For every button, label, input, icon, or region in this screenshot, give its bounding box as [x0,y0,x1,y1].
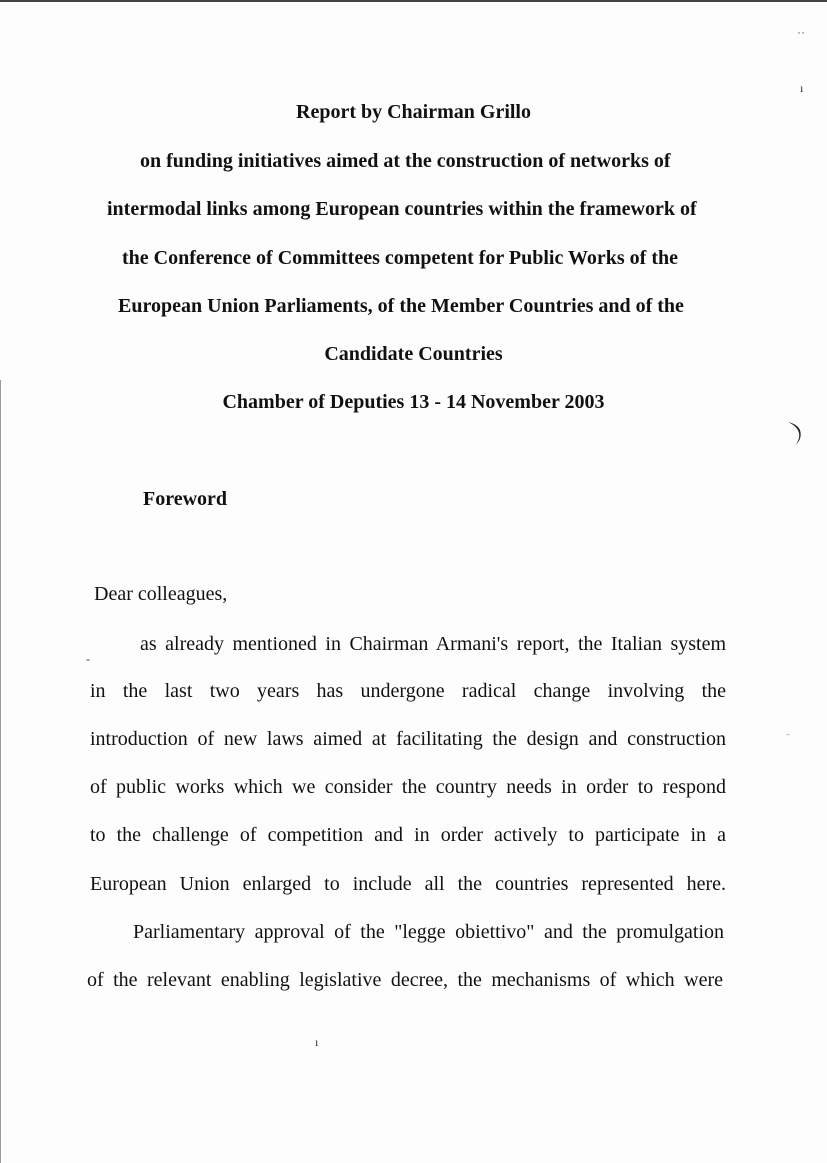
scan-left-edge [0,380,1,1163]
scan-speck: ı [315,1035,319,1049]
scan-bracket-mark [785,418,807,448]
scan-speck: - [86,652,90,666]
subtitle-line-2: intermodal links among European countries within the framework of [107,198,697,220]
body-line-8: of the relevant enabling legislative decree, the mechanisms of which were [87,969,723,991]
body-line-5: to the challenge of competition and in order actively to participate in a [90,824,726,846]
subtitle-line-4: European Union Parliaments, of the Member Countries and of the [118,295,684,317]
body-line-6: European Union enlarged to include all the countries represented here. [90,873,726,895]
salutation: Dear colleagues, [94,583,228,605]
scan-speck: ı [800,81,804,95]
date-line: Chamber of Deputies 13 - 14 November 2003 [222,391,605,413]
report-title: Report by Chairman Grillo [296,101,531,123]
scan-speck: ˗ [786,726,790,740]
subtitle-line-1: on funding initiatives aimed at the construction of networks of [140,150,671,172]
subtitle-line-5: Candidate Countries [324,343,503,365]
body-line-3: introduction of new laws aimed at facilitating the design and construction [90,728,726,750]
subtitle-line-3: the Conference of Committees competent for Public Works of the [122,247,678,269]
body-line-1: as already mentioned in Chairman Armani's report, the Italian system [140,633,726,655]
scan-speck: ˙˙ [797,29,805,43]
body-line-7: Parliamentary approval of the "legge obiettivo" and the promulgation [133,921,724,943]
body-line-2: in the last two years has undergone radical change involving the [90,680,726,702]
scan-top-border [0,0,827,2]
section-heading: Foreword [143,488,228,510]
body-line-4: of public works which we consider the country needs in order to respond [90,776,726,798]
